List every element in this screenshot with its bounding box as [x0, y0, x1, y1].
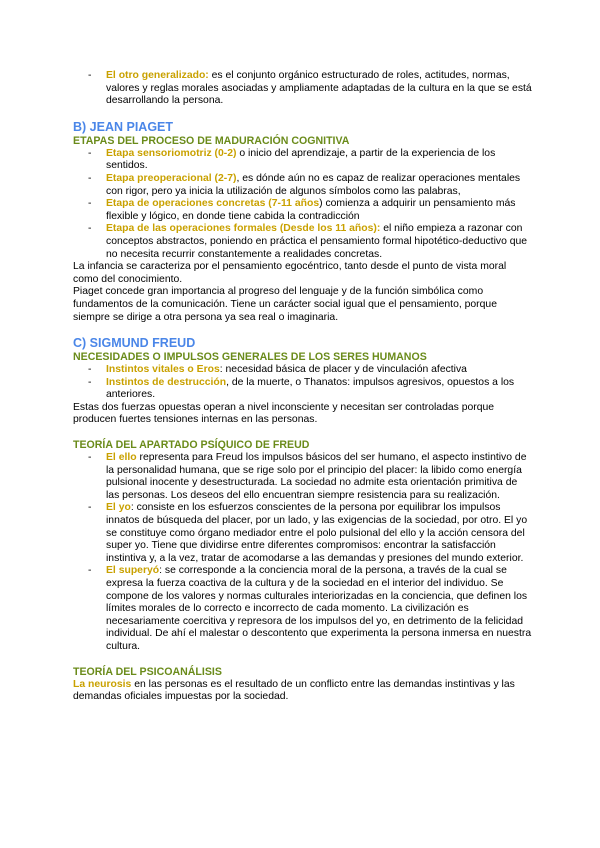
heading-piaget: B) JEAN PIAGET [73, 119, 174, 134]
term: Instintos de destrucción [106, 376, 227, 388]
list-item [73, 377, 533, 402]
item-text: o inicio del aprendizaje, a partir de la experiencia de los sentidos. [106, 147, 496, 172]
paragraph-fuerzas: Estas dos fuerzas opuestas operan a nivel inconsciente y necesitan ser controladas porque producen fuertes tensiones internas en las personas. [73, 401, 495, 426]
piaget-list [73, 148, 533, 261]
term-neurosis: La neurosis [73, 678, 132, 690]
term: El yo [106, 502, 131, 514]
heading-freud: C) SIGMUND FREUD [73, 336, 196, 351]
paragraph-infancia: La infancia se caracteriza por el pensamiento egocéntrico, tanto desde el punto de vista moral como del conocimiento. [73, 261, 507, 285]
subheading-necesidades: NECESIDADES O IMPULSOS GENERALES DE LOS SERES HUMANOS [73, 351, 427, 364]
heading-apartado-psiquico: TEORÍA DEL APARTADO PSÍQUICO DE FREUD [73, 439, 310, 452]
bullet-dash: - [88, 364, 92, 376]
paragraph-neurosis [73, 679, 533, 704]
list-item [73, 364, 533, 377]
term: El ello [106, 452, 137, 464]
term: Etapa de operaciones concretas (7-11 años [106, 198, 320, 210]
paragraph-lenguaje: Piaget concede gran importancia al progreso del lenguaje y de la función simbólica como fundamentos de la comunicación. Tiene un carácter social igual que el pensamiento, porque siempre se dirige a otra persona ya sea real o imaginaria. [73, 286, 497, 323]
term: Instintos vitales o Eros [106, 364, 220, 376]
freud-list [73, 364, 533, 402]
list-item [73, 198, 533, 223]
item-text: representa para Freud los impulsos básicos del ser humano, el aspecto instintivo de la personalidad humana, que se rige solo por el principio del placer: la libido como energía pulsional inocente y desestructurada. La sociedad no admite esta orientación primitiva de las personas. Los deseos del ello encuentran siempre resistencia para su realización. [106, 452, 527, 501]
bullet-dash: - [88, 376, 92, 388]
term-otro-generalizado: El otro generalizado: [106, 70, 209, 81]
item-text: : consiste en los esfuerzos conscientes de la persona por equilibrar los impulsos innatos de búsqueda del placer, por un lado, y las exigencias de la sociedad, por otro. El yo se constituye como órgano mediador entre el polo pulsional del ello y la acción censora del super yo. Tiene que dividirse entre diferentes compromisos: encontrar la satisfacción instintiva y, a la vez, tratar de acomodarse a las demandas y presiones del mundo exterior. [106, 502, 528, 564]
bullet-dash: - [88, 70, 92, 81]
item-text: , es dónde aún no es capaz de realizar operaciones mentales con rigor, pero ya inicia la utilización de algunos símbolos como las palabras, [106, 172, 521, 197]
list-item [73, 173, 533, 198]
list-item [73, 70, 533, 108]
bullet-dash: - [88, 452, 92, 464]
bullet-dash: - [88, 223, 92, 235]
intro-list [73, 70, 533, 108]
item-text: es el conjunto orgánico estructurado de roles, actitudes, normas, valores y reglas morales asociadas y ampliamente adaptadas de la cultura en la que se está desarrollando la persona. [106, 70, 532, 107]
psychic-list [73, 452, 533, 654]
term: Etapa de las operaciones formales (Desde los 11 años): [106, 223, 381, 235]
bullet-dash: - [88, 147, 92, 159]
list-item [73, 148, 533, 173]
item-text: , de la muerte, o Thanatos: impulsos agresivos, opuestos a los anteriores. [106, 376, 515, 401]
bullet-dash: - [88, 172, 92, 184]
term: Etapa sensoriomotriz (0-2) [106, 147, 237, 159]
bullet-dash: - [88, 565, 92, 577]
item-text: el niño empieza a razonar con conceptos abstractos, poniendo en práctica el pensamiento formal hipotético-deductivo que no necesita recurrir constantemente a realidades concretas. [106, 223, 528, 260]
document-page [73, 70, 533, 704]
item-text: : se corresponde a la conciencia moral de la persona, a través de la cual se expresa la fuerza coactiva de la cultura y de la sociedad en el interior del individuo. Se compone de los valores y normas culturales interiorizadas en la conciencia, que definen los límites morales de lo correcto e incorrecto de cada momento. La civilización es necesariamente coercitiva y represora de los impulsos del yo, en detrimento de la felicidad individual. De ahí el malestar o descontento que experimenta la persona inmersa en nuestra cultura. [106, 565, 532, 652]
list-item [73, 452, 533, 502]
heading-psicoanalisis: TEORÍA DEL PSICOANÁLISIS [73, 665, 222, 678]
item-text: : necesidad básica de placer y de vinculación afectiva [219, 364, 467, 376]
item-text: ) comienza a adquirir un pensamiento más flexible y lógico, en donde tiene cabida la contradicción [106, 198, 516, 222]
bullet-dash: - [88, 198, 92, 210]
term: Etapa preoperacional (2-7) [106, 172, 237, 184]
paragraph-text: en las personas es el resultado de un conflicto entre las demandas instintivas y las demandas oficiales impuestas por la sociedad. [73, 678, 515, 703]
subheading-etapas: ETAPAS DEL PROCESO DE MADURACIÓN COGNITIVA [73, 134, 350, 147]
list-item [73, 565, 533, 653]
term: El superyó [106, 565, 160, 577]
bullet-dash: - [88, 502, 92, 514]
list-item [73, 502, 533, 565]
list-item [73, 223, 533, 261]
